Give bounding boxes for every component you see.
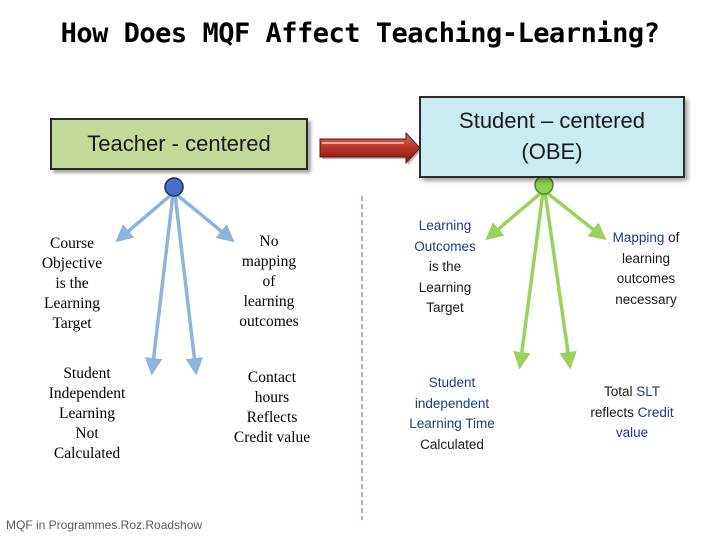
student-centered-label: Student – centered	[459, 108, 645, 134]
teacher-arrows	[118, 194, 232, 372]
learning-outcomes-text: Learning Outcomes is the Learning Target	[414, 218, 476, 315]
teacher-centered-label: Teacher - centered	[87, 131, 271, 156]
student-centered-box	[419, 96, 685, 178]
contact-hours-text: Contact hours Reflects Credit value	[233, 369, 311, 446]
student-independent-not-calculated-text: Student Independent Learning Not Calculated	[48, 365, 126, 462]
footer-credit: MQF in Programmes.Roz.Roadshow	[6, 518, 203, 532]
student-arrows	[488, 192, 604, 366]
student-node	[535, 176, 553, 194]
student-independent-learning-time-text: Student independent Learning Time Calculated	[409, 375, 495, 452]
page-title: How Does MQF Affect Teaching-Learning?	[60, 18, 660, 49]
transition-arrow	[320, 133, 422, 165]
course-objective-text: Course Objective is the Learning Target	[41, 235, 103, 332]
teacher-centered-box	[50, 118, 308, 170]
obe-label: (OBE)	[521, 139, 583, 164]
total-slt-text: Total SLT reflects Credit value	[590, 384, 674, 440]
no-mapping-text: No mapping of learning outcomes	[239, 233, 299, 330]
teacher-node	[165, 178, 183, 196]
mapping-necessary-text: Mapping of learning outcomes necessary	[612, 230, 680, 307]
